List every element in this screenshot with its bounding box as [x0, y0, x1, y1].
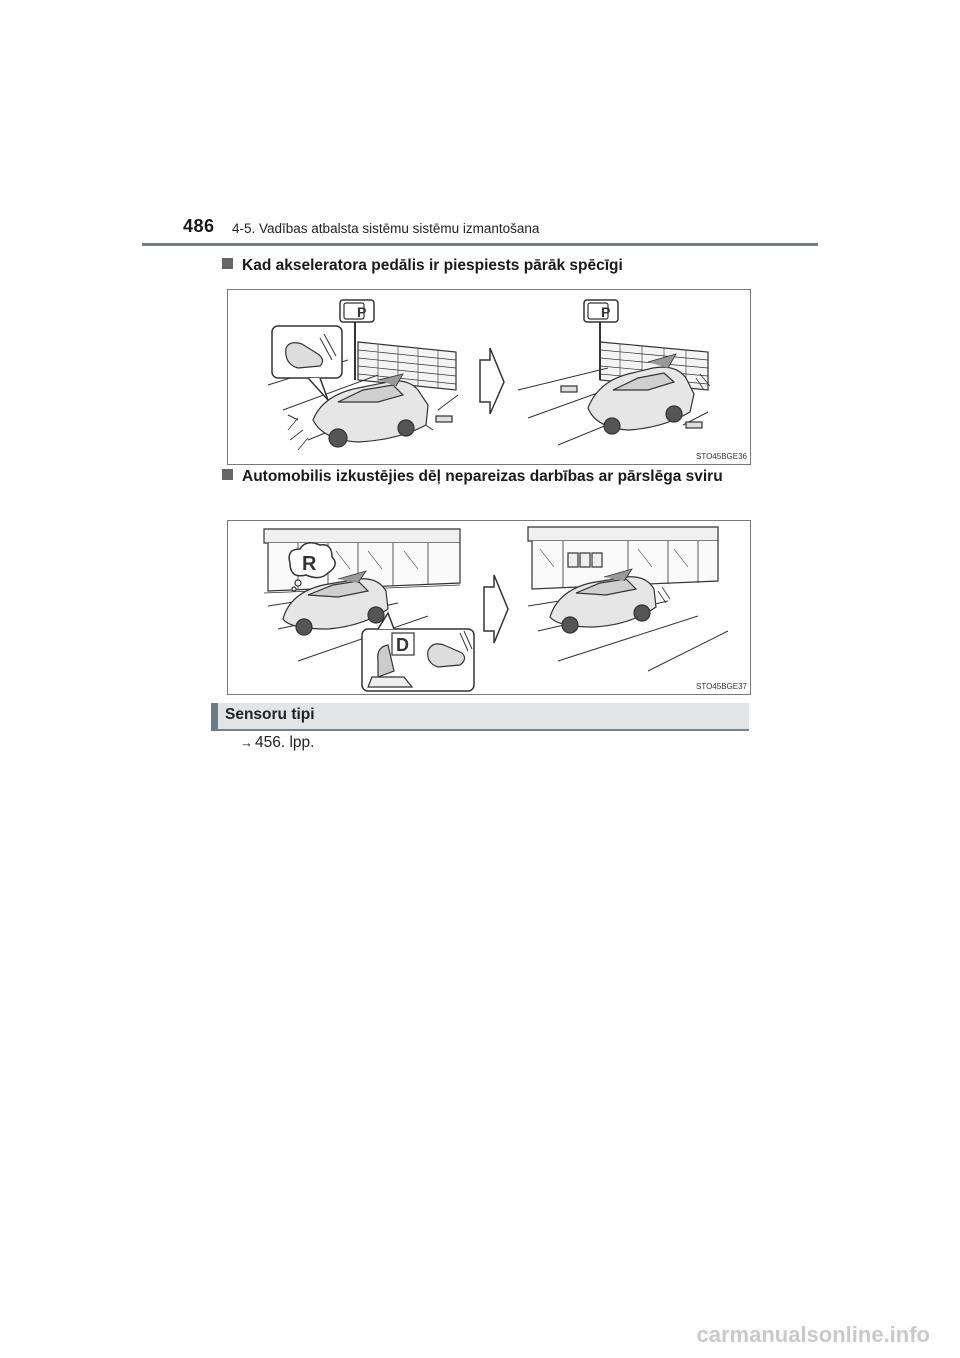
section-heading-accelerator	[222, 255, 750, 277]
figure-code: STO45BGE36	[696, 452, 747, 461]
gear-letter-reverse: R	[302, 553, 317, 575]
page-reference	[240, 734, 314, 752]
page-number: 486	[183, 216, 215, 236]
sign-letter-right: P	[601, 304, 611, 320]
chapter-title: 4-5. Vadības atbalsta sistēmu sistēmu izmantošana	[232, 221, 540, 236]
drive-gear-bubble	[362, 613, 474, 691]
square-bullet-icon	[222, 469, 233, 480]
illustration-shift-error	[227, 520, 751, 695]
page-reference-link[interactable]: 456. lpp.	[255, 734, 315, 751]
figure-code: STO45BGE37	[696, 682, 747, 691]
transition-arrow-icon	[480, 348, 504, 414]
heading-text: Automobilis izkustējies dēļ nepareizas darbības ar pārslēga sviru	[242, 468, 723, 485]
subsection-title: Sensoru tipi	[225, 706, 315, 723]
footer-watermark: carmanualsonline.info	[696, 1322, 930, 1347]
heading-text: Kad akseleratora pedālis ir piespiests pārāk spēcīgi	[242, 257, 623, 274]
section-heading-shift-error	[222, 466, 750, 488]
right-arrow-icon: →	[240, 735, 253, 750]
car-left	[288, 374, 428, 450]
illustration-accelerator-pressed	[227, 289, 751, 465]
square-bullet-icon	[222, 258, 233, 269]
subsection-header	[211, 703, 749, 731]
gear-letter-drive: D	[396, 635, 409, 655]
subsection-accent	[211, 703, 218, 731]
illustration-drawing	[228, 521, 750, 694]
sign-letter-left: P	[357, 304, 367, 320]
illustration-drawing	[228, 290, 750, 464]
header-rule	[142, 243, 818, 246]
foot-pedal-bubble-left	[272, 326, 342, 400]
transition-arrow-icon	[484, 575, 508, 643]
